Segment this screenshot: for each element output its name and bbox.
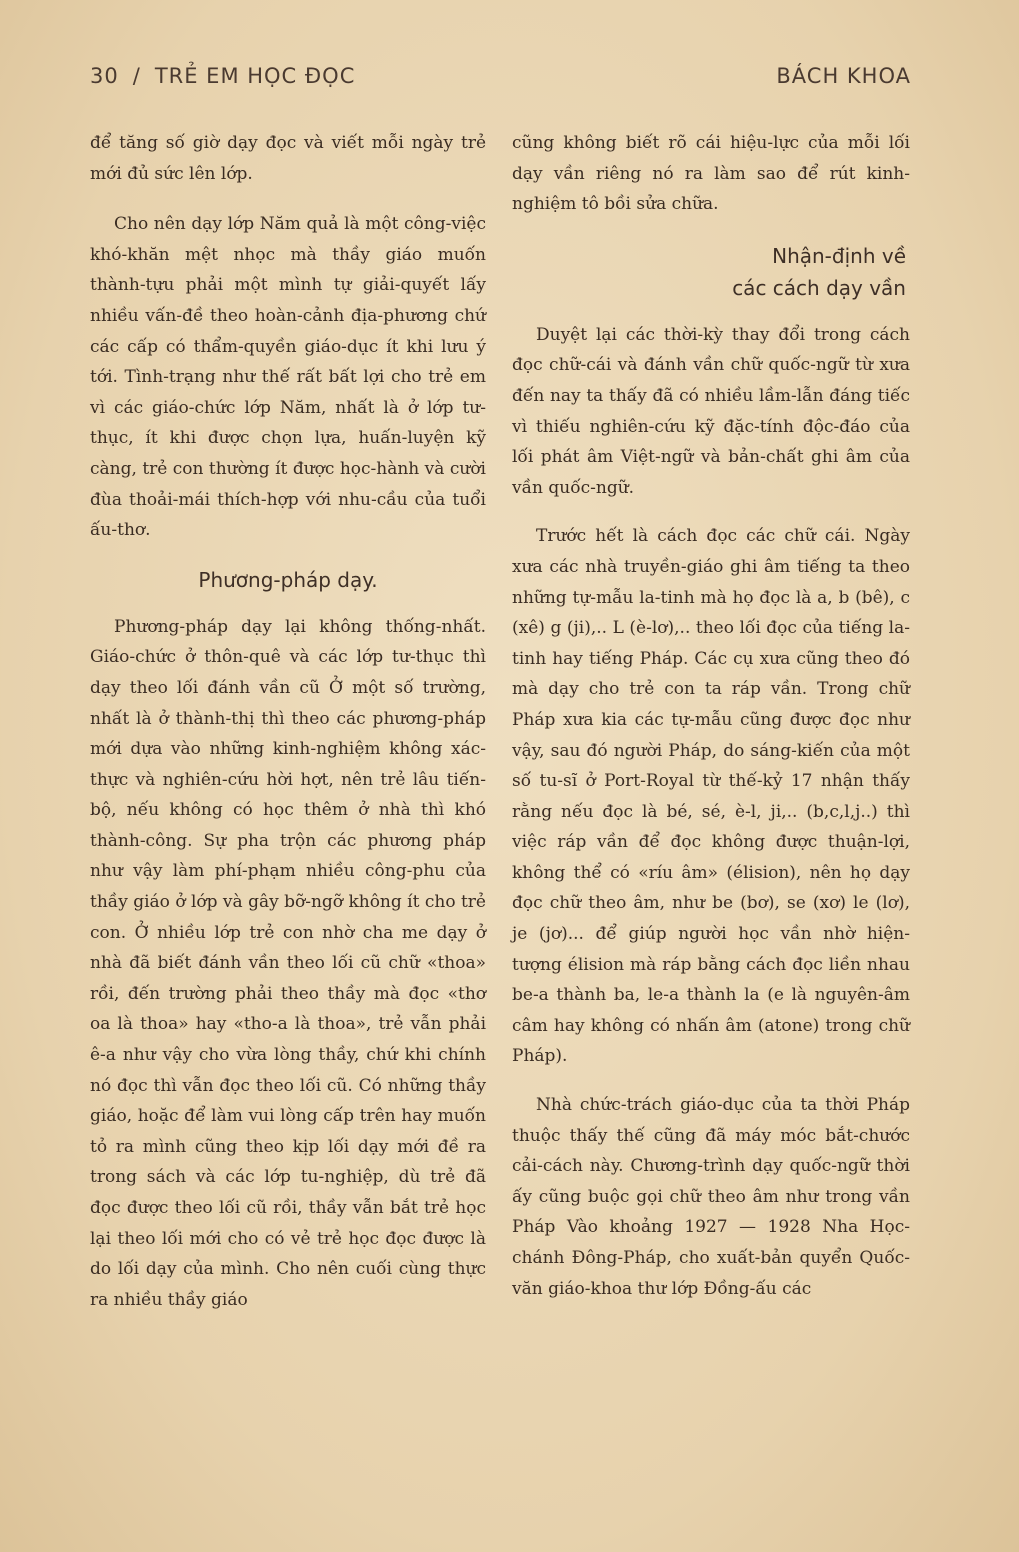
page-number: 30 [90,64,119,88]
publication-title: BÁCH KHOA [776,64,911,88]
paragraph: Cho nên dạy lớp Năm quả là một công-việc khó-khăn mệt nhọc mà thầy giáo muốn thành-tựu phải một mình tự giải-quyết lấy nhiều vấn-đề theo hoàn-cảnh địa-phương chứ các cấp có thẩm-quyền giáo-dục ít khi lưu ý tới. Tình-trạng như thế rất bất lợi cho trẻ em vì các giáo-chức lớp Năm, nhất là ở lớp tư-thục, ít khi được chọn lựa, huấn-luyện kỹ càng, trẻ con thường ít được học-hành và cười đùa thoải-mái thích-hợp với nhu-cầu của tuổi ấu-thơ. [90,214,486,541]
header-separator: / [132,64,141,88]
left-column [90,128,486,1333]
section-heading-line: các cách dạy vần [732,275,906,300]
section-heading: Phương-pháp dạy. [198,567,378,592]
section-title: TRẺ EM HỌC ĐỌC [154,64,356,88]
paragraph: cũng không biết rõ cái hiệu-lực của mỗi lối dạy vần riêng nó ra làm sao để rút kinh-nghiệm tô bồi sửa chữa. [512,133,910,215]
paragraph: Phương-pháp dạy lại không thống-nhất. Giáo-chức ở thôn-quê và các lớp tư-thục thì dạy theo lối đánh vần cũ Ở một số trường, nhất là ở thành-thị thì theo các phương-pháp mới dựa vào những kinh-nghiệm không xác-thực và nghiên-cứu hời hợt, nên trẻ lâu tiến-bộ, nếu không có học thêm ở nhà thì khó thành-công. Sự pha trộn các phương pháp như vậy làm phí-phạm nhiều công-phu của thầy giáo ở lớp và gây bỡ-ngỡ không ít cho trẻ con. Ở nhiều lớp trẻ con nhờ cha me dạy ở nhà đã biết đánh vần theo lối cũ chữ «thoa» rồi, đến trường phải theo thầy mà đọc «thơ oa là thoa» hay «tho-a là thoa», trẻ vẫn phải ê-a như vậy cho vừa lòng thầy, chứ khi chính nó đọc thì vẫn đọc theo lối cũ. Có những thầy giáo, hoặc để làm vui lòng cấp trên hay muốn tỏ ra mình cũng theo kịp lối dạy mới đề ra trong sách và các lớp tu-nghiệp, dù trẻ đã đọc được theo lối cũ rồi, thầy vẫn bắt trẻ học lại theo lối mới cho có vẻ trẻ học đọc được là do lối dạy của mình. Cho nên cuối cùng thực ra nhiều thầy giáo [90,616,486,1310]
section-heading [512,240,910,304]
section-heading-line: Nhận-định về [772,243,906,268]
paragraph: Trước hết là cách đọc các chữ cái. Ngày xưa các nhà truyền-giáo ghi âm tiếng ta theo những tự-mẫu la-tinh mà họ đọc là a, b (bê), c (xê) g (ji),.. L (è-lơ),.. theo lối đọc của tiếng la-tinh hay tiếng Pháp. Các cụ xưa cũng theo đó mà dạy cho trẻ con ta ráp vần. Trong chữ Pháp xưa kia các tự-mẫu cũng được đọc như vậy, sau đó người Pháp, do sáng-kiến của một số tu-sĩ ở Port-Royal từ thế-kỷ 17 nhận thấy rằng nếu đọc là bé, sé, è-l, ji,.. (b,c,l,j..) thì việc ráp vần để đọc không được thuận-lợi, không thể có «ríu âm» (élision), nên họ dạy đọc chữ theo âm, như be (bơ), se (xơ) le (lơ), je (jơ)... để giúp người học vần nhờ hiện-tượng élision mà ráp bằng cách đọc liền nhau be-a thành ba, le-a thành la (e là nguyên-âm câm hay không có nhấn âm (atone) trong chữ Pháp). [512,526,910,1067]
running-header [90,64,911,94]
paragraph: Duyệt lại các thời-kỳ thay đổi trong cách đọc chữ-cái và đánh vần chữ quốc-ngữ từ xưa đến nay ta thấy đã có nhiều lầm-lẫn đáng tiếc vì thiếu nghiên-cứu kỹ đặc-tính độc-đáo của lối phát âm Việt-ngữ và bản-chất ghi âm của vần quốc-ngữ. [512,324,910,498]
paragraph: Nhà chức-trách giáo-dục của ta thời Pháp thuộc thấy thế cũng đã máy móc bắt-chước cải-cách này. Chương-trình dạy quốc-ngữ thời ấy cũng buộc gọi chữ theo âm như trong vần Pháp Vào khoảng 1927 — 1928 Nha Học-chánh Đông-Pháp, cho xuất-bản quyển Quốc-văn giáo-khoa thư lớp Đồng-ấu các [512,1095,910,1299]
paragraph: để tăng số giờ dạy đọc và viết mỗi ngày trẻ mới đủ sức lên lớp. [90,133,486,184]
right-column [512,128,910,1322]
header-left [90,64,355,88]
